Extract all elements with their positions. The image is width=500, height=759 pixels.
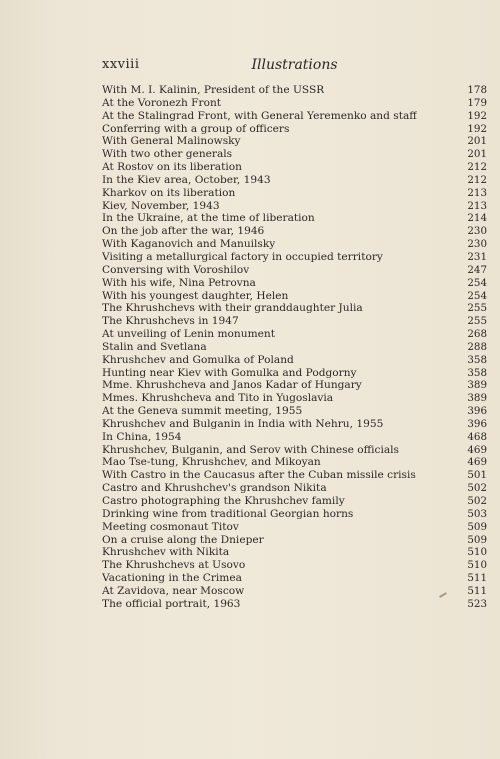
illustration-list <box>102 84 487 611</box>
illustration-caption: In the Ukraine, at the time of liberation <box>102 212 315 225</box>
illustration-page-number: 358 <box>467 366 487 379</box>
list-item <box>102 418 487 431</box>
illustration-caption: The Khrushchevs in 1947 <box>102 315 239 328</box>
list-item <box>102 290 487 303</box>
illustration-page-number: 255 <box>467 315 487 328</box>
illustration-page-number: 510 <box>467 559 487 572</box>
illustration-caption: Mmes. Khrushcheva and Tito in Yugoslavia <box>102 392 334 405</box>
list-item <box>102 444 487 457</box>
list-item <box>102 110 487 123</box>
illustration-page-number: 358 <box>467 353 487 366</box>
illustration-page-number: 503 <box>467 507 487 520</box>
illustration-page-number: 230 <box>467 238 487 251</box>
list-item <box>102 277 487 290</box>
list-item <box>102 431 487 444</box>
illustration-caption: On a cruise along the Dnieper <box>102 533 264 546</box>
illustration-caption: Kharkov on its liberation <box>102 186 236 199</box>
illustration-page-number: 389 <box>467 379 487 392</box>
illustration-page-number: 396 <box>467 405 487 418</box>
illustration-caption: Khrushchev with Nikita <box>102 546 230 559</box>
illustration-page-number: 469 <box>467 456 487 469</box>
illustration-caption: Conferring with a group of officers <box>102 122 290 135</box>
illustration-page-number: 213 <box>467 199 487 212</box>
illustration-caption: Khrushchev and Bulganin in India with Nehru, 1955 <box>102 417 384 430</box>
list-item <box>102 315 487 328</box>
list-item <box>102 521 487 534</box>
illustration-caption: At the Geneva summit meeting, 1955 <box>102 405 303 418</box>
illustration-page-number: 288 <box>467 340 487 353</box>
illustration-caption: With General Malinowsky <box>102 135 241 148</box>
illustration-page-number: 511 <box>467 572 487 585</box>
illustration-caption: With M. I. Kalinin, President of the USSR <box>102 84 325 96</box>
list-item <box>102 405 487 418</box>
illustration-caption: With two other generals <box>102 148 233 161</box>
illustration-caption: In China, 1954 <box>102 430 182 443</box>
illustration-page-number: 389 <box>467 392 487 405</box>
illustration-caption: In the Kiev area, October, 1943 <box>102 173 271 186</box>
illustration-caption: Drinking wine from traditional Georgian horns <box>102 507 354 520</box>
illustration-caption: Meeting cosmonaut Titov <box>102 520 239 533</box>
list-item <box>102 148 487 161</box>
list-item <box>102 379 487 392</box>
illustration-caption: Castro photographing the Khrushchev family <box>102 495 345 507</box>
illustration-caption: With Kaganovich and Manuilsky <box>102 238 276 251</box>
illustration-page-number: 254 <box>467 276 487 289</box>
list-item <box>102 392 487 405</box>
list-item <box>102 302 487 315</box>
illustration-page-number: 510 <box>467 546 487 559</box>
illustration-page-number: 213 <box>467 186 487 199</box>
illustration-page-number: 511 <box>467 584 487 597</box>
list-item <box>102 354 487 367</box>
page-header <box>102 57 487 77</box>
illustration-page-number: 201 <box>467 135 487 148</box>
illustration-page-number: 468 <box>467 430 487 443</box>
list-item <box>102 200 487 213</box>
illustration-caption: Khrushchev and Gomulka of Poland <box>102 353 294 366</box>
illustration-caption: Visiting a metallurgical factory in occupied territory <box>102 250 383 263</box>
list-item <box>102 469 487 482</box>
list-item <box>102 559 487 572</box>
running-title: Illustrations <box>251 57 338 73</box>
illustration-page-number: 268 <box>467 328 487 341</box>
list-item <box>102 123 487 136</box>
illustration-caption: With his youngest daughter, Helen <box>102 289 289 302</box>
list-item <box>102 135 487 148</box>
illustration-caption: Conversing with Voroshilov <box>102 263 250 276</box>
page-number: xxviii <box>102 57 140 72</box>
illustration-page-number: 469 <box>467 443 487 456</box>
list-item <box>102 328 487 341</box>
illustration-page-number: 212 <box>467 161 487 174</box>
illustration-page-number: 523 <box>467 597 487 610</box>
list-item <box>102 572 487 585</box>
illustration-page-number: 509 <box>467 520 487 533</box>
list-item <box>102 212 487 225</box>
illustration-page-number: 254 <box>467 289 487 302</box>
list-item <box>102 341 487 354</box>
illustration-caption: The official portrait, 1963 <box>102 597 241 610</box>
illustration-page-number: 214 <box>467 212 487 225</box>
illustration-page-number: 192 <box>467 109 487 122</box>
illustration-page-number: 178 <box>467 84 487 96</box>
illustration-caption: The Khrushchevs with their granddaughter Julia <box>102 302 363 315</box>
illustration-caption: Mme. Khrushcheva and Janos Kadar of Hungary <box>102 379 362 392</box>
list-item <box>102 84 487 97</box>
list-item <box>102 456 487 469</box>
list-item <box>102 251 487 264</box>
illustration-caption: At the Voronezh Front <box>102 96 222 109</box>
illustration-caption: The Khrushchevs at Usovo <box>102 559 246 572</box>
list-item <box>102 546 487 559</box>
illustration-caption: Hunting near Kiev with Gomulka and Podgorny <box>102 366 357 379</box>
illustration-caption: With Castro in the Caucasus after the Cuban missile crisis <box>102 469 416 482</box>
illustration-page-number: 212 <box>467 173 487 186</box>
list-item <box>102 161 487 174</box>
illustration-caption: Vacationing in the Crimea <box>102 572 242 585</box>
list-item <box>102 264 487 277</box>
illustration-page-number: 231 <box>467 250 487 263</box>
list-item <box>102 174 487 187</box>
illustration-page-number: 509 <box>467 533 487 546</box>
list-item <box>102 225 487 238</box>
illustration-caption: At Zavidova, near Moscow <box>102 584 245 597</box>
illustration-page-number: 255 <box>467 302 487 315</box>
list-item <box>102 508 487 521</box>
illustration-caption: Kiev, November, 1943 <box>102 199 220 212</box>
illustration-caption: At the Stalingrad Front, with General Yeremenko and staff <box>102 109 417 122</box>
illustration-caption: Mao Tse-tung, Khrushchev, and Mikoyan <box>102 456 321 469</box>
list-item <box>102 187 487 200</box>
list-item <box>102 97 487 110</box>
illustration-page-number: 502 <box>467 495 487 507</box>
list-item <box>102 367 487 380</box>
illustration-page-number: 247 <box>467 263 487 276</box>
illustration-page-number: 396 <box>467 417 487 430</box>
illustration-caption: At unveiling of Lenin monument <box>102 328 275 341</box>
list-item <box>102 482 487 495</box>
illustration-caption: Castro and Khrushchev's grandson Nikita <box>102 482 327 495</box>
illustration-caption: Khrushchev, Bulganin, and Serov with Chinese officials <box>102 443 399 456</box>
list-item <box>102 585 487 598</box>
illustration-page-number: 230 <box>467 225 487 238</box>
illustration-page-number: 192 <box>467 122 487 135</box>
list-item <box>102 598 487 611</box>
illustration-page-number: 502 <box>467 482 487 495</box>
list-item <box>102 238 487 251</box>
illustration-page-number: 179 <box>467 96 487 109</box>
illustration-page-number: 501 <box>467 469 487 482</box>
illustration-caption: At Rostov on its liberation <box>102 161 242 174</box>
illustration-caption: Stalin and Svetlana <box>102 340 207 353</box>
illustration-caption: On the job after the war, 1946 <box>102 225 265 238</box>
illustration-page-number: 201 <box>467 148 487 161</box>
list-item <box>102 495 487 508</box>
list-item <box>102 534 487 547</box>
illustration-caption: With his wife, Nina Petrovna <box>102 276 256 289</box>
